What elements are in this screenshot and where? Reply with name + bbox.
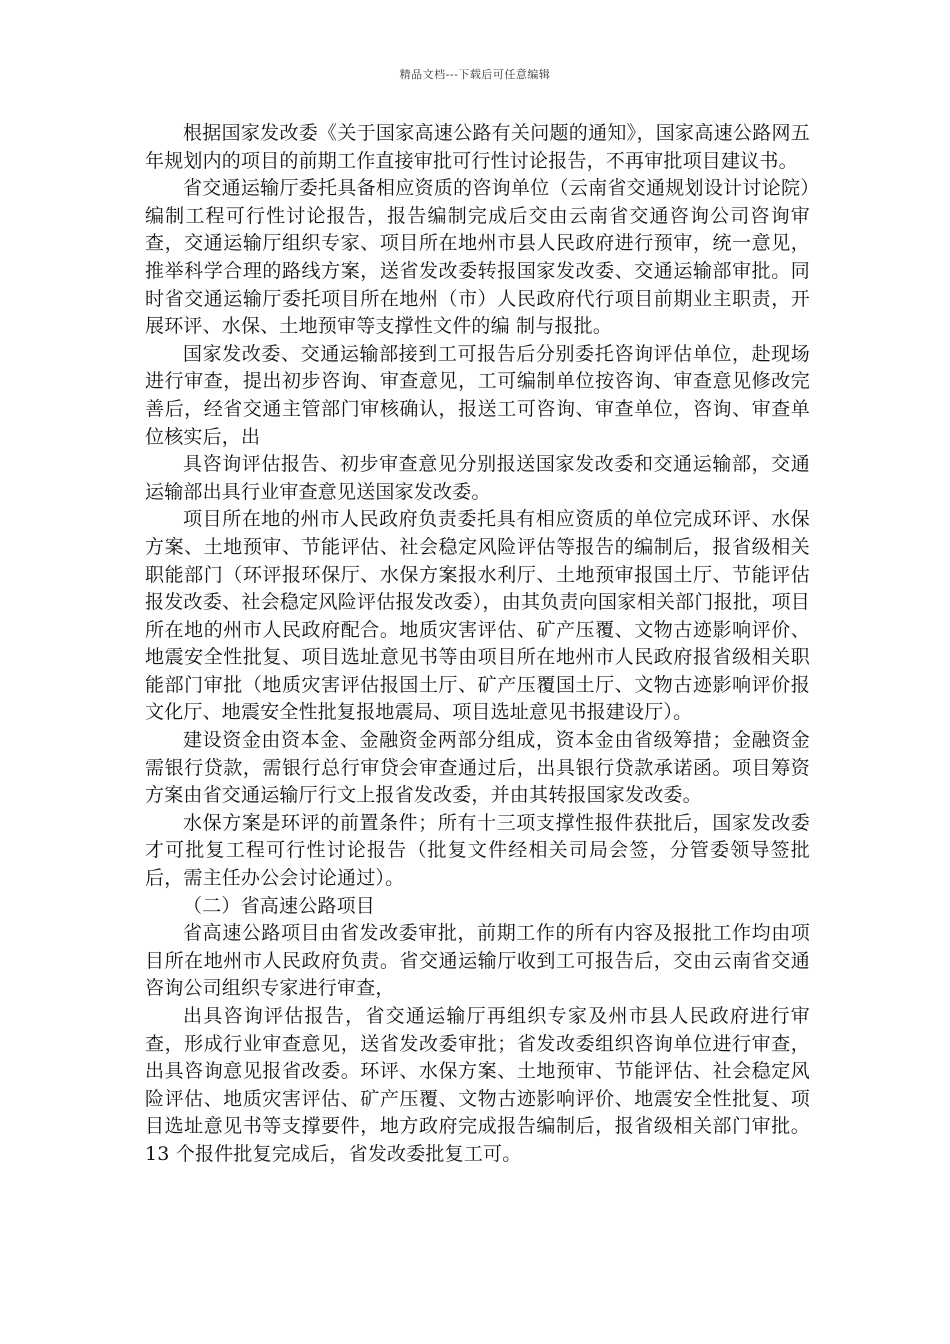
paragraph-8: 省高速公路项目由省发改委审批，前期工作的所有内容及报批工作均由项目所在地州市人民政府负责。省交通运输厅收到工可报告后，交由云南省交通咨询公司组织专家进行审查， — [145, 922, 810, 1000]
paragraph-6: 建设资金由资本金、金融资金两部分组成，资本金由省级筹措；金融资金需银行贷款，需银行总行审贷会审查通过后，出具银行贷款承诺函。项目筹资方案由省交通运输厅行文上报省发改委，并由其转报国家发改委。 — [145, 729, 810, 807]
paragraph-3: 国家发改委、交通运输部接到工可报告后分别委托咨询评估单位，赴现场进行审查，提出初步咨询、审查意见，工可编制单位按咨询、审查意见修改完善后，经省交通主管部门审核确认，报送工可咨询、审查单位，咨询、审查单位核实后，出 — [145, 342, 810, 448]
paragraph-2: 省交通运输厅委托具备相应资质的咨询单位（云南省交通规划设计讨论院）编制工程可行性讨论报告，报告编制完成后交由云南省交通咨询公司咨询审查，交通运输厅组织专家、项目所在地州市县人民政府进行预审，统一意见，推举科学合理的路线方案，送省发改委转报国家发改委、交通运输部审批。同时省交通运输厅委托项目所在地州（市）人民政府代行项目前期业主职责，开展环评、水保、土地预审等支撑性文件的编 制与报批。 — [145, 177, 810, 338]
paragraph-7: 水保方案是环评的前置条件；所有十三项支撑性报件获批后，国家发改委才可批复工程可行性讨论报告（批复文件经相关司局会签，分管委领导签批后，需主任办公会讨论通过）。 — [145, 811, 810, 890]
section-heading: （二）省高速公路项目 — [183, 894, 376, 917]
paragraph-4: 具咨询评估报告、初步审查意见分别报送国家发改委和交通运输部，交通运输部出具行业审查意见送国家发改委。 — [145, 453, 810, 503]
paragraph-1: 根据国家发改委《关于国家高速公路有关问题的通知》，国家高速公路网五年规划内的项目的前期工作直接审批可行性讨论报告，不再审批项目建议书。 — [145, 122, 810, 172]
document-body — [145, 120, 810, 1169]
paragraph-9: 出具咨询评估报告，省交通运输厅再组织专家及州市县人民政府进行审查，形成行业审查意见，送省发改委审批；省发改委组织咨询单位进行审查，出具咨询意见报省改委。环评、水保方案、土地预审、节能评估、社会稳定风险评估、地质灾害评估、矿产压覆、文物古迹影响评价、地震安全性批复、项目选址意见书等支撑要件，地方政府完成报告编制后，报省级相关部门审批。13 个报件批复完成后，省发改委批复工可。 — [145, 1005, 810, 1165]
page-header: 精品文档---下载后可任意编辑 — [399, 68, 551, 81]
paragraph-5: 项目所在地的州市人民政府负责委托具有相应资质的单位完成环评、水保方案、土地预审、节能评估、社会稳定风险评估等报告的编制后，报省级相关职能部门（环评报环保厅、水保方案报水利厅、土地预审报国土厅、节能评估报发改委、社会稳定风险评估报发改委），由其负责向国家相关部门报批，项目所在地的州市人民政府配合。地质灾害评估、矿产压覆、文物古迹影响评价、地震安全性批复、项目选址意见书等由项目所在地州市人民政府报省级相关职能部门审批（地质灾害评估报国土厅、矿产压覆国土厅、文物古迹影响评价报文化厅、地震安全性批复报地震局、项目选址意见书报建设厅）。 — [145, 508, 810, 724]
